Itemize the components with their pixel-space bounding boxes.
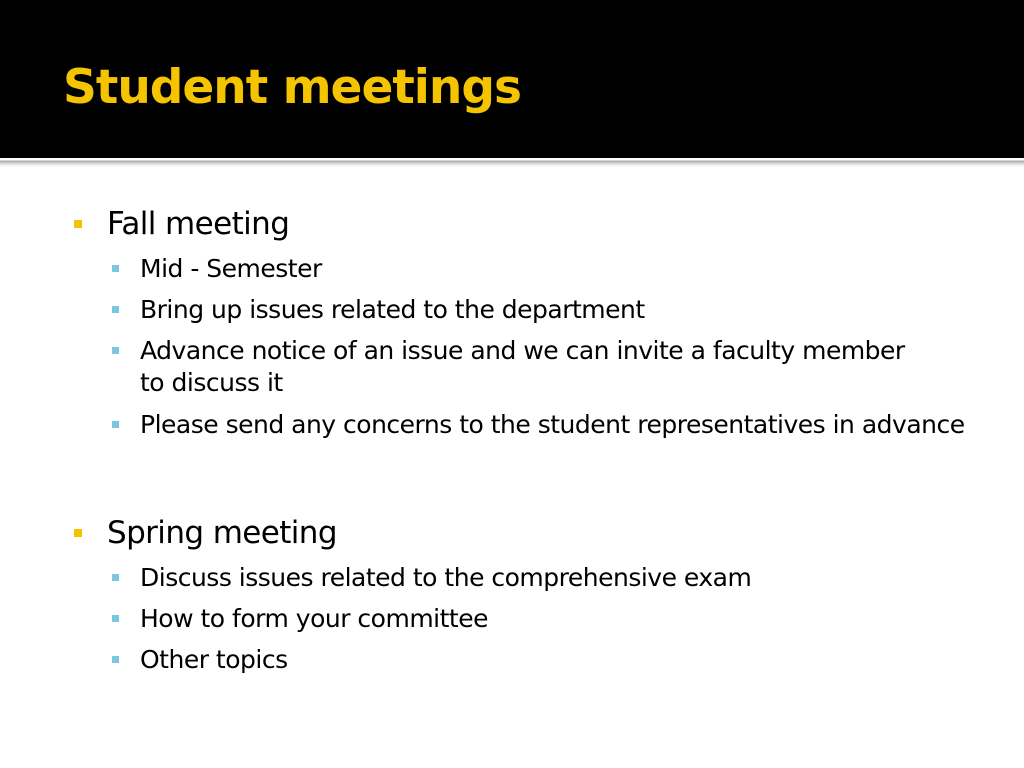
square-bullet-icon [112,421,119,428]
list-item [140,603,1000,635]
section-heading-spring [107,515,337,551]
square-bullet-icon [112,265,119,272]
section-heading-label: Spring meeting [107,515,337,551]
list-item [140,644,1000,676]
slide-title: Student meetings [63,60,521,115]
list-item [140,409,970,441]
square-bullet-icon [112,615,119,622]
list-item [140,335,910,399]
list-item-text: Mid - Semester [140,254,322,283]
list-item-text: Bring up issues related to the department [140,295,645,324]
title-bar [0,0,1024,158]
list-item-text: Other topics [140,645,288,674]
list-item [140,253,1000,285]
square-bullet-icon [74,529,82,537]
section-heading-fall [107,206,289,242]
list-item-text: How to form your committee [140,604,488,633]
list-item-text: Please send any concerns to the student representatives in advance [140,410,965,439]
list-item [140,562,1000,594]
title-divider [0,158,1024,167]
square-bullet-icon [112,656,119,663]
list-item-text: Discuss issues related to the comprehensive exam [140,563,752,592]
list-item [140,294,1000,326]
square-bullet-icon [112,306,119,313]
square-bullet-icon [74,220,82,228]
square-bullet-icon [112,347,119,354]
list-item-text: Advance notice of an issue and we can invite a faculty member to discuss it [140,336,905,397]
section-heading-label: Fall meeting [107,206,290,242]
square-bullet-icon [112,574,119,581]
